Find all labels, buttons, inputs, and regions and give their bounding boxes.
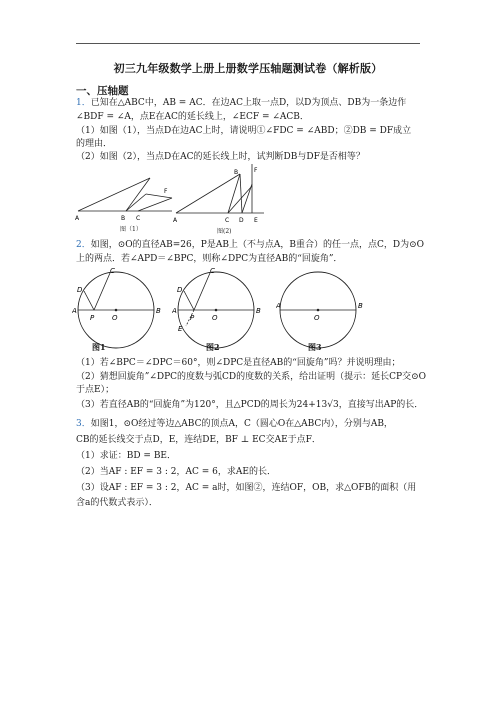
- q3-line-4: （2）当AF : EF = 3 : 2，AC = 6，求AE的长．: [76, 467, 276, 477]
- q3-line-1: [76, 418, 424, 430]
- fig-a-segment-pc: [94, 273, 110, 310]
- q2-line-1: [76, 239, 424, 251]
- q1-line-2: ∠BDF = ∠A，点E在AC的延长线上，∠ECF = ∠ACB．: [76, 112, 309, 122]
- fig-b-label-b: B: [256, 307, 261, 315]
- header-rule: [76, 43, 420, 44]
- fig2-segment-bd: [240, 174, 242, 213]
- fig-a-segment-pd: [84, 291, 94, 310]
- fig-a-label-c: C: [110, 267, 115, 275]
- q1-figure-1-caption: 图（1）: [120, 226, 142, 233]
- fig2-label-d: D: [239, 217, 244, 224]
- fig-c-center-dot: [317, 309, 320, 312]
- fig-a-center-dot: [115, 309, 118, 312]
- q1-line-4: 的理由．: [76, 139, 113, 149]
- fig-a-label-b: B: [156, 307, 161, 315]
- q2-line-2: 上的两点．若∠APD＝∠BPC，则称∠DPC为直径AB的“回旋角”．: [76, 254, 343, 264]
- q1-text-1: 已知在△ABC中，AB = AC．在边AC上取一点D，以D为顶点、DB为一条边作: [90, 98, 407, 108]
- q2-figure-1-caption: 图1: [92, 342, 106, 352]
- fig2-side-ab: [176, 174, 240, 213]
- fig1-segment-bd: [126, 194, 146, 211]
- fig2-segment-df: [242, 184, 252, 213]
- q2-figure-3: [276, 268, 366, 352]
- fig-c-label-b: B: [358, 302, 363, 310]
- fig2-label-f: F: [254, 167, 258, 174]
- q2-line-3: （1）若∠BPC＝∠DPC＝60°，则∠DPC是直径AB的“回旋角”吗？并说明理由；: [76, 358, 401, 368]
- fig-b-center-dot: [215, 309, 218, 312]
- fig-b-label-a: A: [172, 307, 177, 315]
- q2-number: 2．: [76, 240, 91, 250]
- fig-c-label-a: A: [276, 302, 281, 310]
- fig-b-label-o: O: [212, 314, 218, 322]
- q2-line-6: （3）若直径AB的“回旋角”为120°，且△PCD的周长为24+13√3，直接写出AP的长．: [76, 400, 424, 410]
- fig-a-label-d: D: [77, 286, 83, 294]
- section-heading: 一、压轴题: [76, 85, 129, 97]
- q2-figure-1: [72, 266, 162, 352]
- q3-line-2: CB的延长线交于点D，E，连结DE，BF ⊥ EC交AE于点F．: [76, 435, 321, 445]
- q3-line-3: （1）求证：BD = BE．: [76, 451, 177, 461]
- q2-text-1: 如图，⊙O的直径AB=26，P是AB上（不与点A，B重合）的任一点，点C，D为⊙O: [90, 240, 425, 250]
- fig-b-segment-pc: [194, 273, 210, 310]
- q1-line-5: （2）如图（2），当点D在AC的延长线上时，试判断DB与DF是否相等？: [76, 152, 365, 162]
- q2-figure-2-caption: 图2: [206, 342, 220, 352]
- fig-b-label-p: P: [190, 314, 195, 322]
- q2-line-5: 于点E）；: [76, 385, 115, 395]
- fig2-label-b: B: [234, 169, 239, 176]
- q1-line-3: （1）如图（1），当点D在边AC上时，请说明①∠FDC = ∠ABD；②DB = DF成立: [76, 126, 412, 136]
- fig-b-label-e: E: [178, 325, 183, 333]
- q2-figure-3-caption: 图3: [308, 342, 322, 352]
- fig2-segment-cf: [228, 186, 252, 213]
- q3-text-1: 如图1，⊙O经过等边△ABC的顶点A，C（圆心O在△ABC内），分别与AB，: [90, 419, 393, 429]
- q1-number: 1．: [76, 98, 91, 108]
- fig1-segment-df: [146, 194, 172, 198]
- fig1-segment-cf: [138, 198, 172, 211]
- q1-figure-1: [74, 162, 174, 224]
- fig1-side-ac: [78, 178, 150, 211]
- fig2-label-a: A: [173, 217, 178, 224]
- q1-figure-2: [172, 160, 272, 226]
- fig1-label-c: C: [136, 215, 141, 222]
- q2-line-4: （2）猜想回旋角”∠DPC的度数与弧CD的度数的关系，给出证明（提示：延长CP交⊙O: [76, 372, 426, 382]
- fig1-label-f: F: [164, 188, 168, 195]
- q1-figure-2-caption: 图(2): [217, 228, 232, 235]
- q3-line-6: 含a的代数式表示）．: [76, 498, 158, 508]
- fig1-side-bc: [126, 178, 150, 211]
- fig2-label-e: E: [254, 217, 258, 224]
- fig-c-label-o: O: [314, 314, 320, 322]
- fig-a-label-o: O: [112, 314, 118, 322]
- fig-a-label-a: A: [72, 307, 77, 315]
- q1-line-1: [76, 97, 424, 109]
- q3-line-5: （3）设AF : EF = 3 : 2，AC = a时，如图②，连结OF，OB，求△OFB的面积（用: [76, 483, 417, 493]
- q3-number: 3．: [76, 419, 91, 429]
- fig1-label-b: B: [121, 215, 126, 222]
- fig-b-label-d: D: [177, 286, 183, 294]
- q2-figure-2: [172, 266, 262, 352]
- fig-a-label-p: P: [90, 314, 95, 322]
- fig2-label-c: C: [225, 217, 230, 224]
- fig-b-label-c: C: [210, 267, 215, 275]
- page-title: 初三九年级数学上册上册数学压轴题测试卷（解析版）: [113, 62, 383, 75]
- fig1-label-a: A: [75, 215, 80, 222]
- fig-b-segment-pd: [184, 291, 194, 310]
